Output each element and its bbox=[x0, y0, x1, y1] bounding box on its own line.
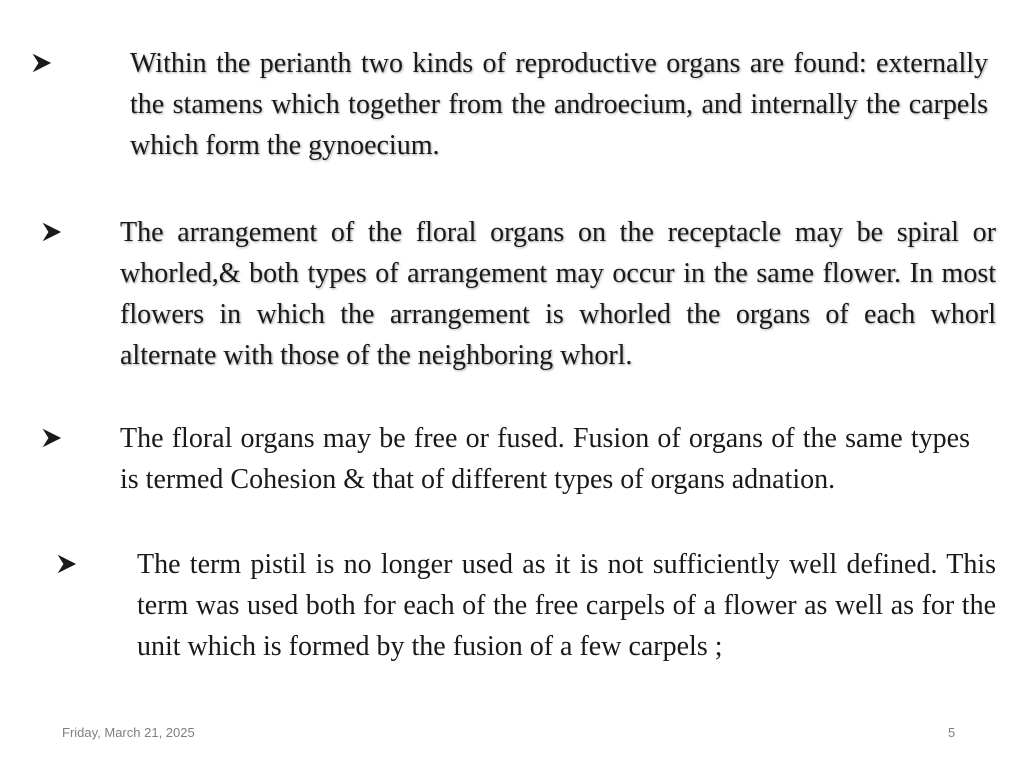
slide-number: 5 bbox=[948, 725, 956, 740]
bullet-item-1 bbox=[130, 43, 988, 166]
bullet-item-2 bbox=[120, 212, 996, 376]
bullet-item-3 bbox=[120, 418, 970, 500]
bullet-item-4 bbox=[137, 544, 996, 667]
arrowhead-bullet-icon bbox=[32, 53, 52, 73]
bullet-text: The floral organs may be free or fused. Fusion of organs of the same types is termed Cohesion & that of different types of organs adnation. bbox=[120, 423, 970, 495]
footer-date: Friday, March 21, 2025 bbox=[62, 725, 195, 740]
arrowhead-bullet-icon bbox=[57, 554, 77, 574]
bullet-text: The term pistil is no longer used as it is not sufficiently well defined. This term was used both for each of the free carpels of a flower as well as for the unit which is formed by the fusion of a few carpels ; bbox=[137, 549, 996, 662]
arrowhead-bullet-icon bbox=[42, 428, 62, 448]
bullet-text: The arrangement of the floral organs on the receptacle may be spiral or whorled,& both types of arrangement may occur in the same flower. In most flowers in which the arrangement is whorled the organs of each whorl alternate with those of the neighboring whorl. bbox=[120, 217, 996, 371]
bullet-text: Within the perianth two kinds of reproductive organs are found: externally the stamens which together from the androecium, and internally the carpels which form the gynoecium. bbox=[130, 48, 988, 161]
arrowhead-bullet-icon bbox=[42, 222, 62, 242]
